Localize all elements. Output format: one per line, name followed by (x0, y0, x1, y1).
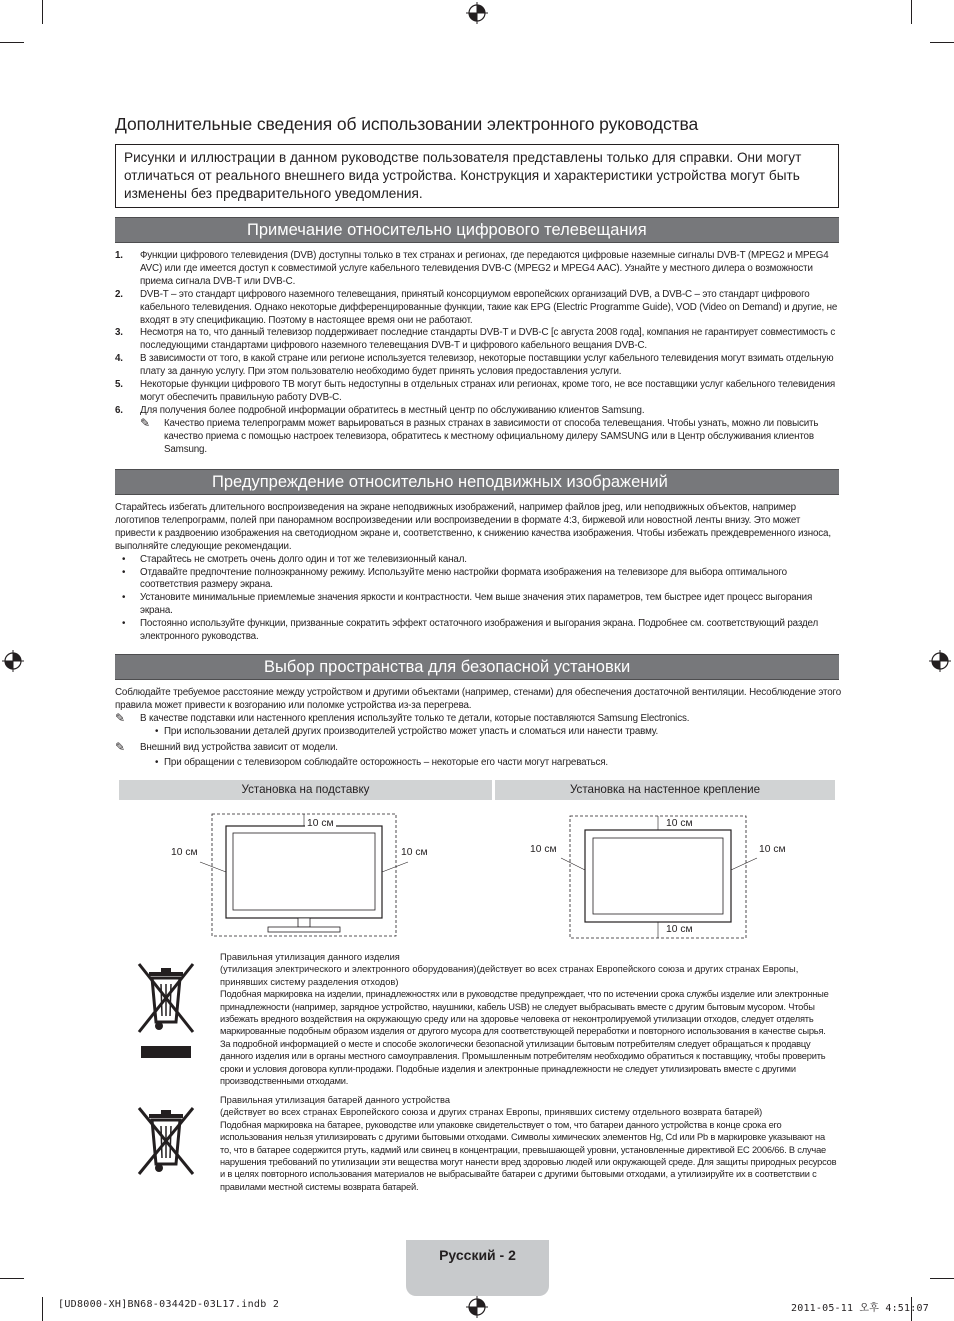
stand-install-heading: Установка на подставку (119, 780, 492, 800)
digital-notes-list (115, 250, 843, 457)
bullet-item: • Старайтесь не смотреть очень долго один и тот же телевизионный канал. (115, 554, 841, 567)
installation-body (115, 687, 841, 769)
still-images-body (115, 502, 841, 644)
disposal-heading: Правильная утилизация данного изделия (220, 952, 400, 962)
page-title: Дополнительные сведения об использовании электронного руководства (115, 114, 699, 134)
list-item (115, 327, 843, 353)
section-heading-still-images: Предупреждение относительно неподвижных изображений (115, 469, 839, 495)
list-item (115, 250, 843, 289)
wall-install-heading: Установка на настенное крепление (495, 780, 835, 800)
bullet-item: • Установите минимальные приемлемые значения яркости и контрастности. Чем выше значения этих параметров, тем быстрее идет процесс выгорания экрана. (115, 592, 841, 618)
crop-mark (930, 42, 954, 43)
item-text: Функции цифрового телевидения (DVB) доступны только в тех странах и регионах, где передаются цифровые наземные сигналы DVB-T (MPEG2 и MPEG4 AVC) или где имеется доступ к совместимой услуге кабельного телевидения DVB-C (MPEG2 и MPEG4 AAC). Узнайте у местного дилера о возможности приема сигнала DVB-T или DVB-C. (140, 250, 829, 287)
clearance-label-top: 10 см (666, 818, 693, 829)
item-text: Некоторые функции цифрового ТВ могут быть недоступны в отдельных странах или регионах, кроме того, не все поставщики услуг кабельного телевидения могут обеспечить правильную работу DVB-C. (140, 379, 836, 403)
item-text: DVB-T – это стандарт цифрового наземного телевещания, принятый консорциумом европейских организаций DVB, а DVB-C – это стандарт цифрового кабельного телевидения. Однако некоторые дифференцированные функции, такие как EPG (Electric Programme Guide), VOD (Video on Demand) и другие, не входят в эту спецификацию. Поэтому в настоящее время они не работают. (140, 288, 838, 326)
crop-mark (911, 0, 912, 24)
bullet-item: • Отдавайте предпочтение полноэкранному режиму. Используйте меню настройки формата изображения на телевизоре для выбора оптимального соответствия размеру экрана. (115, 567, 841, 593)
registration-mark-icon (929, 650, 951, 672)
item-text: В зависимости от того, в какой стране или регионе используется телевизор, некоторые поставщики услуг кабельного телевидения могут взимать отдельную плату за данную услугу. При этом пользователю необходимо будет принять условия предоставления услуги. (140, 353, 834, 378)
pencil-note-icon: ✎ (140, 415, 150, 430)
crop-mark (0, 42, 24, 43)
item-text: Для получения более подробной информации обратитесь в местный центр по обслуживанию клиентов Samsung. (140, 404, 645, 416)
page-number-tab (406, 1240, 549, 1296)
note-text: Качество приема телепрограмм может варьироваться в разных странах в зависимости от способа телевещания. Чтобы узнать, можно ли повысить качество приема с помощью настроек телевизора, обратитесь к местному официальному дилеру SAMSUNG или в Центр обслуживания клиентов Samsung. (164, 417, 819, 455)
crop-mark (930, 1278, 954, 1279)
item-number: 3. (115, 327, 123, 339)
note-text: Внешний вид устройства зависит от модели. (140, 741, 338, 753)
item-text: Несмотря на то, что данный телевизор поддерживает последние стандарты DVB-T и DVB-C [с августа 2008 года], компания не гарантирует совместимость с последующими стандартами цифрового наземного телевещания DVB-T и цифрового кабельного вещания DVB-C. (140, 327, 836, 352)
disclaimer-text: Рисунки и иллюстрации в данном руководстве пользователя представлены только для справки. Они могут отличаться от реального внешнего вида устройства. Конструкция и характеристики устройства могут быть изменены без предварительного уведомления. (124, 150, 802, 201)
disposal-heading: Правильная утилизация батарей данного устройства (220, 1095, 451, 1105)
pencil-note-icon: ✎ (115, 710, 125, 725)
page-number: Русский - 2 (439, 1247, 516, 1263)
registration-mark-icon (466, 1296, 488, 1318)
list-item (115, 405, 843, 418)
note-text: В качестве подставки или настенного крепления используйте только те детали, которые поставляются Samsung Electronics. (140, 712, 690, 724)
print-slug-file: [UD8000-XH]BN68-03442D-03L17.indb 2 (58, 1299, 280, 1310)
section-heading-digital: Примечание относительно цифрового телевещания (115, 217, 839, 243)
crop-mark (42, 1297, 43, 1321)
list-item (115, 379, 843, 405)
disposal-text: Подобная маркировка на изделии, принадлежностях или в руководстве предупреждает, что по истечении срока службы изделие или электронные принадлежности (например, зарядное устройство, наушники, кабель USB) не следует выбрасывать вместе с другим бытовым мусором. Чтобы избежать вредного воздействия на окружающую среду или на здоровье человека от неконтролируемой утилизации отходов, следует отделять маркированные подобным образом изделия от другого мусора для соответствующей переработки и повторного использования в качестве сырья. За подробной информацией о месте и способе экологически безопасной утилизации бытовым потребителям следует обращаться к продавцу данного изделия или в органы местного самоуправления. Промышленным потребителям необходимо обратиться к поставщику, чтобы проверить сроки и условия договора купли-продажи. Подобные изделия и электронные принадлежности не следует утилизировать вместе с другими производственными отходами. (220, 989, 829, 1087)
disposal-subheading: (утилизация электрического и электронного оборудования)(действует во всех странах Европейского союза и других странах Европы, принявших систему разделения отходов) (220, 964, 799, 987)
crop-mark (42, 0, 43, 24)
crop-mark (0, 1278, 24, 1279)
bullet-item: • При использовании деталей других производителей устройство может упасть и сломаться или нанести травму. (115, 726, 841, 739)
crossed-out-battery-bin-icon (135, 1106, 197, 1178)
note-item (115, 415, 843, 457)
paragraph: Старайтесь избегать длительного воспроизведения на экране неподвижных изображений, например файлов jpeg, или неподвижных объектов, например логотипов телепрограмм, полей при панорамном воспроизведении или воспроизведении в формате 4:3, биржевой или новостной ленты внизу. Это может привести к раздвоению изображения на светодиодном экране и, соответственно, к снижению качества изображения. Чтобы избежать преждевременного износа, выполняйте следующие рекомендации. (115, 502, 831, 552)
battery-disposal-info (220, 1094, 838, 1193)
print-slug-date: 2011-05-11 오후 4:51:07 (791, 1303, 929, 1314)
item-number: 5. (115, 379, 123, 391)
note-bullets (115, 726, 841, 739)
bullet-item: • При обращении с телевизором соблюдайте осторожность – некоторые его части могут нагреваться. (115, 757, 841, 770)
pencil-note-icon: ✎ (115, 739, 125, 754)
registration-mark-icon (466, 2, 488, 24)
product-disposal-info (220, 951, 838, 1087)
note-item (115, 710, 841, 726)
paragraph: Соблюдайте требуемое расстояние между устройством и другими объектами (например, стенами) для обеспечения достаточной вентиляции. Несоблюдение этого правила может привести к возгоранию или поломке устройства из-за перегрева. (115, 687, 841, 711)
clearance-label-bottom: 10 см (666, 924, 693, 935)
clearance-label-left: 10 см (171, 847, 198, 858)
item-number: 2. (115, 288, 123, 300)
section-heading-installation: Выбор пространства для безопасной установки (115, 654, 839, 680)
clearance-label-right: 10 см (401, 847, 428, 858)
list-item (115, 289, 843, 328)
note-item (115, 739, 841, 755)
clearance-label-top: 10 см (307, 818, 334, 829)
item-number: 6. (115, 404, 123, 416)
list-item (115, 353, 843, 379)
crossed-out-wheelie-bin-icon (135, 960, 197, 1060)
bullet-item: • Постоянно используйте функции, призванные сократить эффект остаточного изображения и выгорания экрана. Подробнее см. соответствующий раздел электронного руководства. (115, 618, 841, 644)
clearance-label-left: 10 см (530, 844, 557, 855)
disposal-text: Подобная маркировка на батарее, руководстве или упаковке свидетельствует о том, что батареи данного устройства в конце срока его использования нельзя утилизировать с другими бытовыми отходами. Символы химических элементов Hg, Cd или Pb в маркировке указывают на то, что в батарее содержится ртуть, кадмий или свинец в концентрации, превышающей уровни, установленные директивой ЕС 2006/66. В случае нарушения требований по утилизации эти вещества могут нанести вред здоровью людей или окружающей среде. Для защиты природных ресурсов и в целях повторного использования материалов не выбрасывайте батареи с другими бытовыми отходами, а утилизируйте их в соответствии с правилами местной системы возврата батарей. (220, 1119, 837, 1192)
item-number: 4. (115, 353, 123, 365)
item-number: 1. (115, 250, 123, 261)
registration-mark-icon (2, 650, 24, 672)
note-bullets (115, 757, 841, 770)
recommendations-list (115, 554, 841, 644)
disclaimer-box (115, 144, 839, 208)
clearance-label-right: 10 см (759, 844, 786, 855)
disposal-subheading: (действует во всех странах Европейского союза и других странах Европы, принявших систему отдельного возврата батарей) (220, 1107, 763, 1118)
